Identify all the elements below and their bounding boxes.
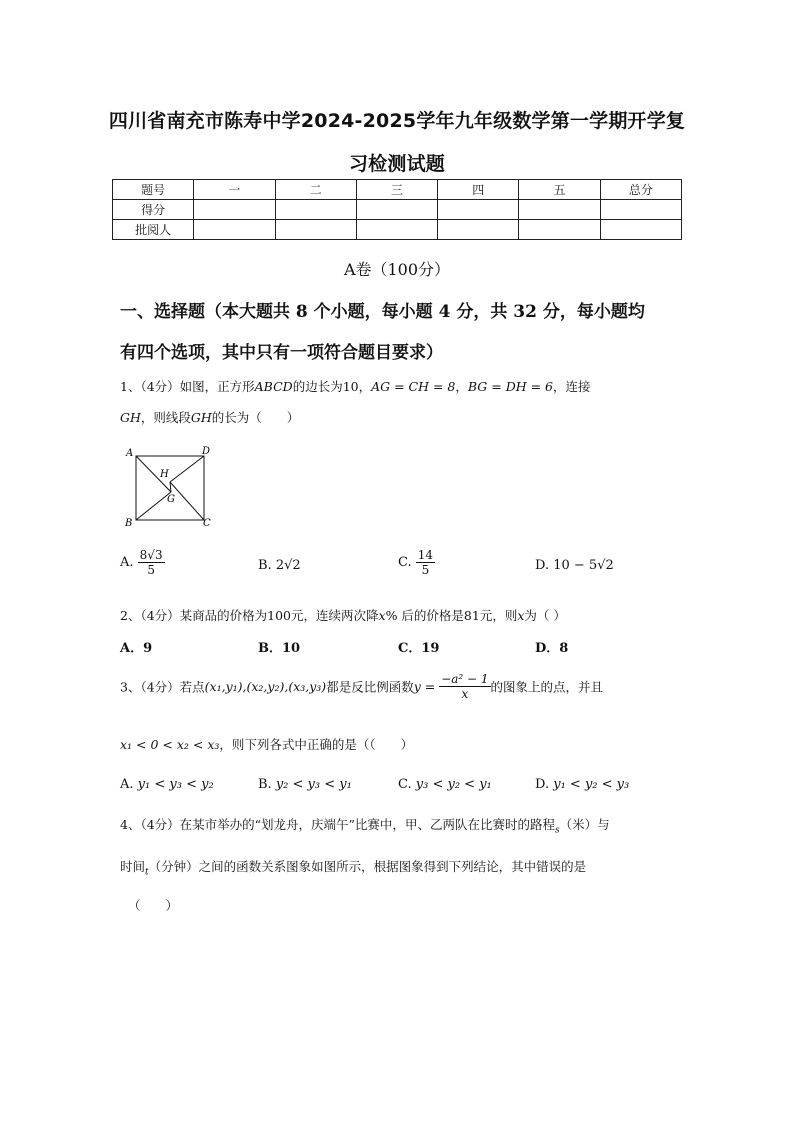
q2-option-b[interactable]: B．10 (258, 641, 301, 656)
question-4-line1: 4、（4分）在某市举办的“划龙舟，庆端午”比赛中，甲、乙两队在比赛时的路程$_s$（米）与 (120, 817, 610, 836)
square-abcd-figure (118, 444, 218, 528)
label-b: B (125, 518, 133, 528)
q3-option-d[interactable]: D. y₁ < y₂ < y₃ (535, 777, 630, 792)
label-g: G (167, 494, 175, 505)
section-1-title-line1: 一、选择题（本大题共 8 个小题，每小题 4 分，共 32 分，每小题均 (120, 302, 645, 322)
exam-title-line1: 四川省南充市陈寿中学2024-2025学年九年级数学第一学期开学复 (108, 110, 686, 132)
question-1-line2: GH，则线段GH的长为（ ） (120, 410, 300, 425)
question-3-line2: x₁ < 0 < x₂ < x₃，则下列各式中正确的是（（ ） (120, 737, 414, 752)
reviewer-cell[interactable] (438, 220, 519, 240)
question-4-line3: （ ） (128, 898, 179, 913)
score-cell[interactable] (519, 200, 600, 220)
q1-option-d[interactable]: D. 10 − 5√2 (535, 558, 614, 573)
section-1-title-line2: 有四个选项，其中只有一项符合题目要求） (120, 343, 443, 363)
reviewer-row (113, 220, 682, 240)
reviewer-cell[interactable] (275, 220, 356, 240)
header-cell: 二 (275, 180, 356, 200)
question-3-line1: 3、（4分）若点(x₁,y₁),(x₂,y₂),(x₃,y₃)都是反比例函数y = $\frac{\text{−a² − 1}}{x}$ 的图象上的点，并且 (120, 672, 604, 701)
exam-title-line2: 习检测试题 (348, 153, 445, 175)
header-cell: 总分 (600, 180, 681, 200)
score-table-header-row (113, 180, 682, 200)
score-cell[interactable] (194, 200, 275, 220)
question-2: 2、（4分）某商品的价格为100元，连续两次降x% 后的价格是81元，则x为（ ） (120, 608, 566, 623)
score-cell[interactable] (600, 200, 681, 220)
label-d: D (202, 446, 211, 457)
header-cell: 五 (519, 180, 600, 200)
reviewer-cell[interactable] (356, 220, 437, 240)
segment-bg (136, 492, 171, 520)
q2-option-a[interactable]: A．9 (120, 641, 153, 656)
score-table (112, 179, 682, 240)
q2-option-d[interactable]: D．8 (535, 641, 569, 656)
score-row (113, 200, 682, 220)
score-cell[interactable] (356, 200, 437, 220)
reviewer-cell[interactable] (194, 220, 275, 240)
label-c: C (203, 518, 211, 528)
score-cell[interactable] (275, 200, 356, 220)
q1-option-b[interactable]: B. 2√2 (258, 558, 301, 573)
header-cell: 题号 (113, 180, 194, 200)
row-label: 得分 (113, 200, 194, 220)
square-outline (136, 456, 204, 520)
header-cell: 一 (194, 180, 275, 200)
header-cell: 三 (356, 180, 437, 200)
question-1-line1: 1、（4分）如图，正方形ABCD的边长为10，AG = CH = 8，BG = DH = 6，连接 (120, 379, 591, 394)
score-cell[interactable] (438, 200, 519, 220)
q3-option-c[interactable]: C. y₃ < y₂ < y₁ (398, 777, 492, 792)
label-a: A (126, 448, 134, 459)
q1-option-a[interactable]: A. $\frac{8√3}{5}$ (120, 548, 163, 577)
segment-ch (170, 482, 204, 520)
q3-option-b[interactable]: B. y₂ < y₃ < y₁ (258, 777, 352, 792)
label-h: H (160, 469, 169, 480)
row-label: 批阅人 (113, 220, 194, 240)
reviewer-cell[interactable] (519, 220, 600, 240)
header-cell: 四 (438, 180, 519, 200)
q3-option-a[interactable]: A. y₁ < y₃ < y₂ (120, 777, 214, 792)
reviewer-cell[interactable] (600, 220, 681, 240)
q1-option-c[interactable]: C. $\frac{14}{5}$ (398, 548, 434, 577)
question-4-line2: 时间$_t$（分钟）之间的函数关系图象如图所示，根据图象得到下列结论，其中错误的是 (120, 859, 587, 878)
segment-dh (170, 456, 204, 482)
part-a-header: A卷（100分） (343, 260, 451, 279)
q2-option-c[interactable]: C．19 (398, 641, 440, 656)
